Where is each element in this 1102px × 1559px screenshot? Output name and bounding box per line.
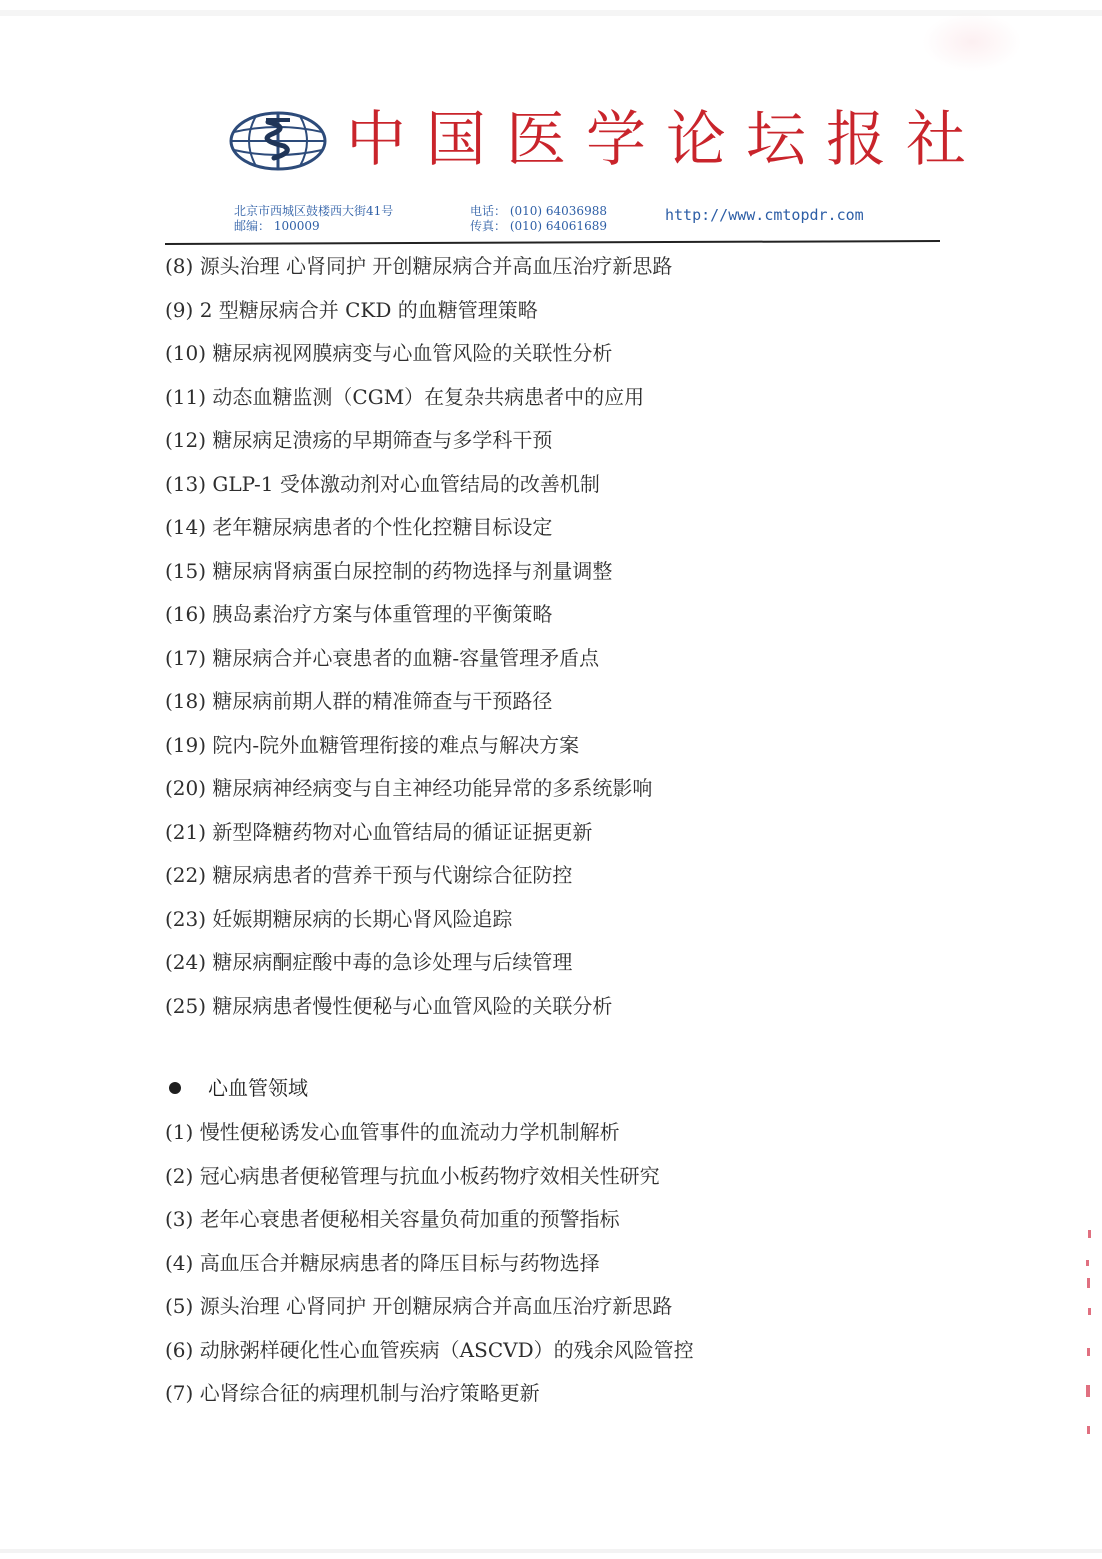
list-item: (19) 院内-院外血糖管理衔接的难点与解决方案	[165, 732, 580, 757]
list-item: (20) 糖尿病神经病变与自主神经功能异常的多系统影响	[165, 776, 653, 800]
list-item: (16) 胰岛素治疗方案与体重管理的平衡策略	[165, 602, 553, 626]
list-item: (5) 源头治理 心肾同护 开创糖尿病合并高血压治疗新思路	[165, 1294, 673, 1318]
organization-name: 中国医学论坛报社	[346, 105, 986, 175]
header-divider	[165, 238, 940, 248]
bullet-icon	[169, 1082, 181, 1094]
section-title: 心血管领域	[208, 1076, 308, 1100]
list-item: (9) 2 型糖尿病合并 CKD 的血糖管理策略	[165, 297, 538, 322]
section-heading-cardio	[165, 1076, 308, 1100]
address-line: 北京市西城区鼓楼西大街41号	[234, 204, 394, 218]
address-block	[234, 204, 393, 234]
list-item: (25) 糖尿病患者慢性便秘与心血管风险的关联分析	[165, 993, 613, 1018]
fax-line: 传真： (010) 64061689	[470, 219, 607, 233]
list-item: (12) 糖尿病足溃疡的早期筛查与多学科干预	[165, 428, 553, 452]
phone-line: 电话： (010) 64036988	[470, 204, 607, 218]
list-item: (17) 糖尿病合并心衰患者的血糖-容量管理矛盾点	[165, 645, 600, 670]
list-item: (15) 糖尿病肾病蛋白尿控制的药物选择与剂量调整	[165, 558, 613, 583]
list-item: (21) 新型降糖药物对心血管结局的循证证据更新	[165, 819, 593, 844]
website-link[interactable]: http://www.cmtopdr.com	[665, 206, 864, 224]
stamp-residue	[922, 12, 1022, 72]
list-item: (7) 心肾综合征的病理机制与治疗策略更新	[165, 1381, 540, 1405]
caduceus-globe-icon	[228, 110, 328, 172]
list-item: (8) 源头治理 心肾同护 开创糖尿病合并高血压治疗新思路	[165, 254, 673, 278]
list-item: (23) 妊娠期糖尿病的长期心肾风险追踪	[165, 906, 513, 931]
list-item: (24) 糖尿病酮症酸中毒的急诊处理与后续管理	[165, 950, 573, 974]
list-item: (1) 慢性便秘诱发心血管事件的血流动力学机制解析	[165, 1120, 620, 1144]
list-item: (18) 糖尿病前期人群的精准筛查与干预路径	[165, 689, 553, 713]
list-item: (4) 高血压合并糖尿病患者的降压目标与药物选择	[165, 1250, 600, 1275]
list-item: (22) 糖尿病患者的营养干预与代谢综合征防控	[165, 863, 573, 887]
scan-edge-marks	[1082, 1230, 1094, 1440]
scan-artifact-bottom	[0, 1549, 1102, 1553]
diabetes-topic-list	[165, 254, 672, 1037]
cardio-topic-list	[165, 1120, 694, 1425]
list-item: (3) 老年心衰患者便秘相关容量负荷加重的预警指标	[165, 1207, 620, 1231]
list-item: (2) 冠心病患者便秘管理与抗血小板药物疗效相关性研究	[165, 1163, 660, 1188]
contact-block	[470, 204, 607, 234]
list-item: (11) 动态血糖监测（CGM）在复杂共病患者中的应用	[165, 384, 645, 409]
list-item: (14) 老年糖尿病患者的个性化控糖目标设定	[165, 515, 553, 539]
list-item: (13) GLP-1 受体激动剂对心血管结局的改善机制	[165, 471, 600, 496]
list-item: (10) 糖尿病视网膜病变与心血管风险的关联性分析	[165, 341, 613, 365]
postcode-line: 邮编： 100009	[234, 219, 320, 233]
list-item: (6) 动脉粥样硬化性心血管疾病（ASCVD）的残余风险管控	[165, 1337, 694, 1362]
